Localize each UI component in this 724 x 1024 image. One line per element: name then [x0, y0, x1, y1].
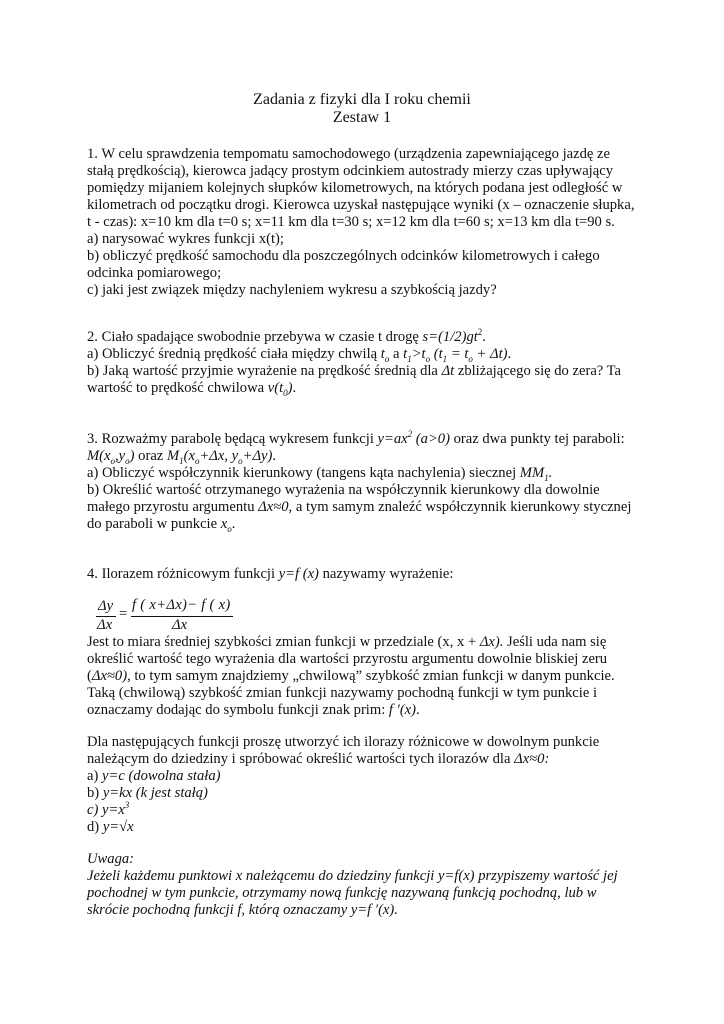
- task-4-p1-line-2: określić wartość tego wyrażenia dla wartości przyrostu argumentu dowolnie bliskiej zeru: [87, 651, 608, 667]
- difference-quotient-formula: [96, 596, 246, 636]
- task-3-line-4: b) Określić wartość otrzymanego wyrażenia na współczynnik kierunkowy dla dowolnie: [87, 482, 600, 498]
- task-3: [87, 431, 647, 533]
- task-3-line-3: a) Obliczyć współczynnik kierunkowy (tangens kąta nachylenia) siecznej $MM_1$.: [87, 465, 553, 483]
- task-1-line: b) obliczyć prędkość samochodu dla poszczególnych odcinków kilometrowych i całego: [87, 248, 600, 264]
- note-heading: Uwaga:: [87, 851, 135, 867]
- task-4-p1-line-1: Jest to miara średniej szybkości zmian funkcji w przedziale (x, x + Δx). Jeśli uda nam się: [87, 634, 607, 650]
- formula-rhs-denominator: Δx: [172, 617, 188, 633]
- formula-lhs-numerator: Δy: [98, 598, 114, 614]
- task-1-line: odcinka pomiarowego;: [87, 265, 222, 281]
- task-2-line-1: 2. Ciało spadające swobodnie przebywa w czasie t drogę $s=(1/2)gt^2$.: [87, 327, 486, 345]
- formula-lhs-denominator: Δx: [97, 617, 113, 633]
- task-1-line: stałą prędkością), kierowca jadący prostym odcinkiem autostrady mierzy czas upływający: [87, 163, 613, 179]
- task-4-item-c: c) $y=x^3$: [87, 800, 130, 818]
- task-1-line: kilometrach od początku drogi. Kierowca uzyskał następujące wyniki (x – oznaczenie słupka,: [87, 197, 635, 213]
- formula-equals: =: [119, 606, 128, 622]
- note: [87, 851, 647, 919]
- task-4-paragraph-1: [87, 634, 647, 719]
- task-2-line-4: wartość to prędkość chwilowa $v(t_0)$.: [87, 380, 297, 398]
- task-3-line-1: 3. Rozważmy parabolę będącą wykresem funkcji $y=ax^2$ (a>0) oraz dwa punkty tej paraboli:: [87, 429, 625, 447]
- note-line: pochodnej w tym punkcie, otrzymamy nową funkcję nazywaną funkcją pochodną, lub w: [87, 885, 597, 901]
- task-4-intro: [87, 566, 647, 583]
- document-title: Zadania z fizyki dla I roku chemii: [253, 91, 471, 108]
- task-4-p2-line-2: należącym do dziedziny i spróbować określić wartości tych ilorazów dla Δx≈0:: [87, 751, 550, 767]
- task-1-line: 1. W celu sprawdzenia tempomatu samochodowego (urządzenia zapewniającego jazdę ze: [87, 146, 610, 162]
- task-1-line: c) jaki jest związek między nachyleniem wykresu a szybkością jazdy?: [87, 282, 497, 298]
- task-4-item-a: a) y=c (dowolna stała): [87, 768, 221, 784]
- task-4-p2-line-1: Dla następujących funkcji proszę utworzyć ich ilorazy różnicowe w dowolnym punkcie: [87, 734, 600, 750]
- task-4-paragraph-2: [87, 734, 647, 836]
- task-3-line-2: $M(x_o,y_o)$ oraz $M_1(x_o+\Delta x$, $y_o+\Delta y$).: [87, 448, 277, 466]
- task-1: [87, 146, 647, 299]
- task-1-line: t - czas): x=10 km dla t=0 s; x=11 km dla t=30 s; x=12 km dla t=60 s; x=13 km dla t=90 s.: [87, 214, 615, 230]
- task-2-line-3: b) Jaką wartość przyjmie wyrażenie na prędkość średnią dla Δt zbliżającego się do zera? Ta: [87, 363, 622, 379]
- note-line: skrócie pochodną funkcji f, którą oznaczamy y=f ′(x).: [87, 902, 398, 918]
- task-1-line: pomiędzy mijaniem kolejnych słupków kilometrowych, na których podana jest odległość w: [87, 180, 623, 196]
- task-4-p1-line-5: oznaczamy dodając do symbolu funkcji znak prim: f ′(x).: [87, 702, 420, 718]
- note-line: Jeżeli każdemu punktowi x należącemu do dziedziny funkcji y=f(x) przypiszemy wartość jej: [87, 868, 618, 884]
- task-4-line-1: 4. Ilorazem różnicowym funkcji y=f (x) nazywamy wyrażenie:: [87, 566, 454, 582]
- task-3-line-5: małego przyrostu argumentu Δx≈0, a tym samym znaleźć współczynnik kierunkowy stycznej: [87, 499, 632, 515]
- task-4-p1-line-4: Taką (chwilową) szybkość zmian funkcji nazywamy pochodną funkcji w tym punkcie i: [87, 685, 598, 701]
- task-4-p1-line-3: (Δx≈0), to tym samym znajdziemy „chwilową” szybkość zmian funkcji w danym punkcie.: [87, 668, 615, 684]
- task-4-item-d: d) y=√x: [87, 819, 134, 835]
- task-1-line: a) narysować wykres funkcji x(t);: [87, 231, 284, 247]
- document-subtitle: Zestaw 1: [332, 109, 392, 126]
- task-3-line-6: do paraboli w punkcie $x_o$.: [87, 516, 236, 534]
- formula-rhs-numerator: f ( x+Δx)− f ( x): [132, 597, 231, 613]
- task-4-item-b: b) y=kx (k jest stałą): [87, 785, 208, 801]
- task-2: [87, 329, 647, 397]
- task-2-line-2: a) Obliczyć średnią prędkość ciała między chwilą $t_o$ a $t_1>t_o$ $(t_1 = t_o + \Delta t)$.: [87, 346, 512, 364]
